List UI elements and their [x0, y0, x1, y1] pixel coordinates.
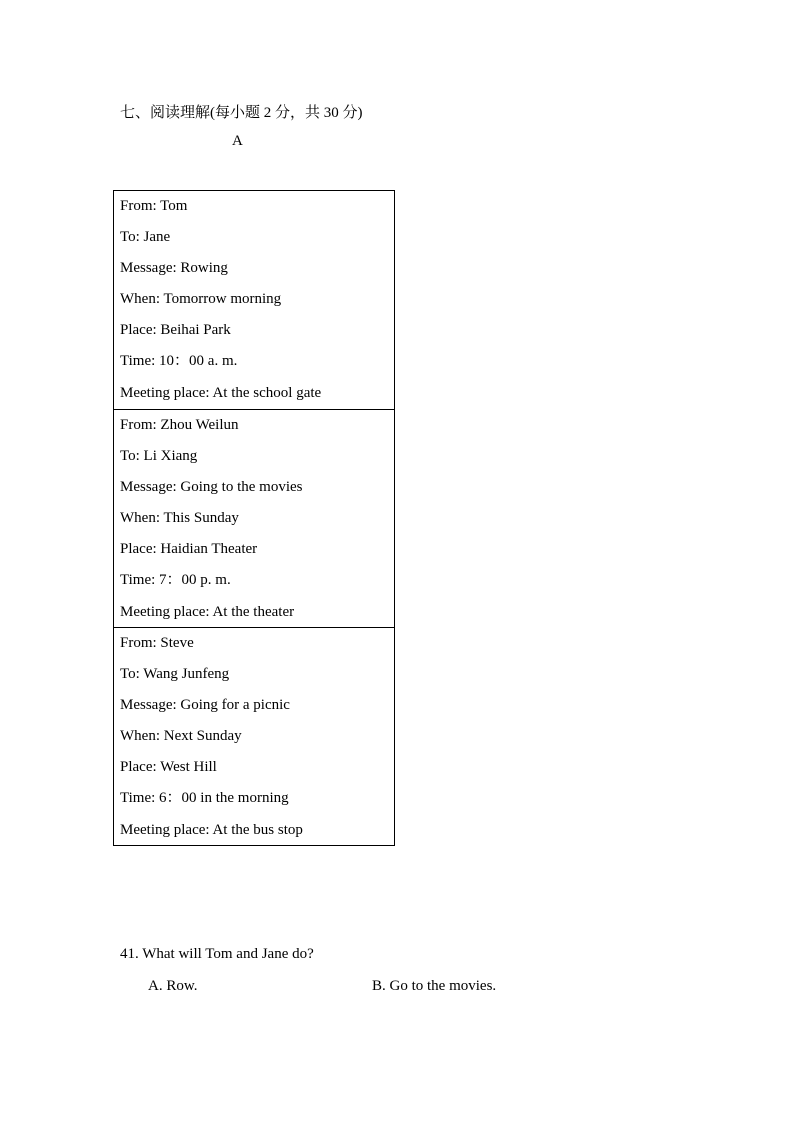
option-a: A. Row. — [148, 978, 198, 994]
notice-tom — [114, 191, 394, 409]
notice-when: When: Next Sunday — [120, 728, 242, 745]
notice-to: To: Li Xiang — [120, 448, 198, 465]
notice-meeting-place: Meeting place: At the bus stop — [120, 821, 303, 838]
section-title: 七、阅读理解(每小题 2 分，共 30 分) — [120, 105, 363, 121]
notice-from: From: Steve — [120, 635, 194, 651]
notice-place: Place: Beihai Park — [120, 322, 231, 339]
notice-message: Message: Going for a picnic — [120, 697, 290, 714]
notice-time: Time: 10：00 a. m. — [120, 353, 238, 370]
notice-meeting-place: Meeting place: At the theater — [120, 603, 295, 620]
notice-when: When: This Sunday — [120, 510, 239, 527]
notice-steve — [114, 627, 394, 845]
notice-place: Place: Haidian Theater — [120, 541, 258, 558]
notice-time: Time: 7：00 p. m. — [120, 572, 231, 589]
notice-from: From: Zhou Weilun — [120, 417, 239, 433]
notice-meeting-place: Meeting place: At the school gate — [120, 384, 322, 401]
notice-message: Message: Going to the movies — [120, 479, 303, 496]
notice-from: From: Tom — [120, 198, 188, 214]
notice-message: Message: Rowing — [120, 260, 228, 277]
notice-place: Place: West Hill — [120, 759, 217, 776]
passage-label: A — [232, 133, 243, 149]
notice-table — [113, 190, 395, 846]
notice-time: Time: 6：00 in the morning — [120, 790, 289, 807]
option-b: B. Go to the movies. — [372, 978, 497, 994]
notice-zhou-weilun — [114, 409, 394, 627]
notice-to: To: Wang Junfeng — [120, 666, 230, 683]
question-41: 41. What will Tom and Jane do? — [120, 946, 314, 962]
notice-to: To: Jane — [120, 229, 171, 246]
notice-when: When: Tomorrow morning — [120, 291, 282, 308]
